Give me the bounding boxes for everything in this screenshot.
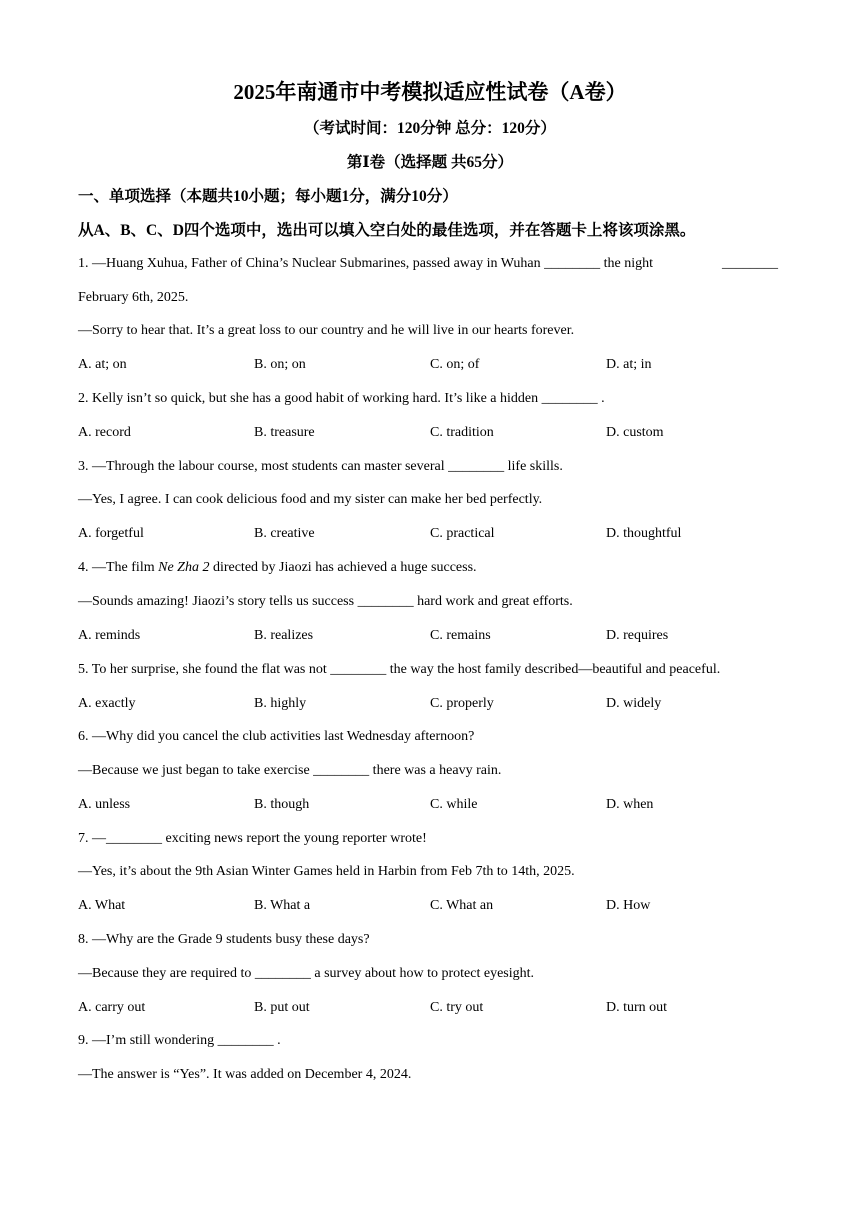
option-a: A. What [78,898,126,913]
option-d: D. custom [606,425,664,440]
question-3-options [78,526,778,546]
option-a: A. carry out [78,1000,146,1015]
part-heading: 第Ⅰ卷（选择题 共65分） [346,154,514,171]
section-instruction: 从A、B、C、D四个选项中，选出可以填入空白处的最佳选项，并在答题卡上将该项涂黑。 [78,222,696,239]
question-8-options [78,1000,778,1020]
option-d: D. widely [606,696,662,711]
question-7-line-2: —Yes, it’s about the 9th Asian Winter Games held in Harbin from Feb 7th to 14th, 2025. [78,864,575,879]
option-b: B. though [254,797,310,812]
option-d: D. when [606,797,654,812]
section-heading: 一、单项选择（本题共10小题；每小题1分，满分10分） [78,188,458,205]
option-c: C. properly [430,696,494,711]
question-4-options [78,628,778,648]
question-2-line-1: 2. Kelly isn’t so quick, but she has a good habit of working hard. It’s like a hidden ________ . [78,391,605,406]
option-b: B. What a [254,898,311,913]
question-4-text-post: directed by Jiaozi has achieved a huge success. [209,560,477,575]
question-1-line-2: February 6th, 2025. [78,290,189,305]
option-c: C. on; of [430,357,480,372]
option-d: D. at; in [606,357,652,372]
question-7-options [78,898,778,918]
option-b: B. put out [254,1000,310,1015]
option-c: C. tradition [430,425,494,440]
exam-subtitle: （考试时间：120分钟 总分：120分） [304,120,556,137]
question-3-line-1: 3. —Through the labour course, most students can master several ________ life skills. [78,459,563,474]
question-1-options [78,357,778,377]
question-9-line-2: —The answer is “Yes”. It was added on December 4, 2024. [78,1067,412,1082]
question-4-line-1 [78,560,477,576]
option-b: B. creative [254,526,315,541]
question-4-line-2: —Sounds amazing! Jiaozi’s story tells us success ________ hard work and great efforts. [78,594,573,609]
option-a: A. reminds [78,628,141,643]
question-6-line-1: 6. —Why did you cancel the club activities last Wednesday afternoon? [78,729,475,744]
question-1-second-blank: ________ [722,256,778,271]
exam-title: 2025年南通市中考模拟适应性试卷（A卷） [233,80,627,104]
question-8-line-1: 8. —Why are the Grade 9 students busy these days? [78,932,370,947]
option-c: C. while [430,797,478,812]
question-1-line-3: —Sorry to hear that. It’s a great loss to our country and he will live in our hearts forever. [78,323,575,338]
option-b: B. on; on [254,357,306,372]
question-9-line-1: 9. —I’m still wondering ________ . [78,1033,281,1048]
question-4-text-pre: 4. —The film [78,560,159,575]
question-7-line-1: 7. —________ exciting news report the young reporter wrote! [78,831,427,846]
option-b: B. highly [254,696,307,711]
question-5-line-1: 5. To her surprise, she found the flat was not ________ the way the host family described—beautiful and peaceful. [78,662,721,677]
option-b: B. realizes [254,628,314,643]
option-d: D. requires [606,628,669,643]
option-c: C. practical [430,526,495,541]
option-d: D. thoughtful [606,526,682,541]
question-8-line-2: —Because they are required to ________ a survey about how to protect eyesight. [78,966,535,981]
option-c: C. What an [430,898,494,913]
option-a: A. at; on [78,357,127,372]
option-b: B. treasure [254,425,315,440]
option-d: D. turn out [606,1000,668,1015]
option-c: C. remains [430,628,491,643]
option-c: C. try out [430,1000,484,1015]
question-2-options [78,425,778,445]
question-6-line-2: —Because we just began to take exercise ________ there was a heavy rain. [78,763,502,778]
question-3-line-2: —Yes, I agree. I can cook delicious food and my sister can make her bed perfectly. [78,492,543,507]
film-title: Ne Zha 2 [158,560,210,575]
option-d: D. How [606,898,651,913]
option-a: A. exactly [78,696,136,711]
question-1-line-1: 1. —Huang Xuhua, Father of China’s Nuclear Submarines, passed away in Wuhan ________ the night [78,256,654,271]
option-a: A. forgetful [78,526,144,541]
question-6-options [78,797,778,817]
option-a: A. record [78,425,131,440]
option-a: A. unless [78,797,131,812]
question-5-options [78,696,778,716]
